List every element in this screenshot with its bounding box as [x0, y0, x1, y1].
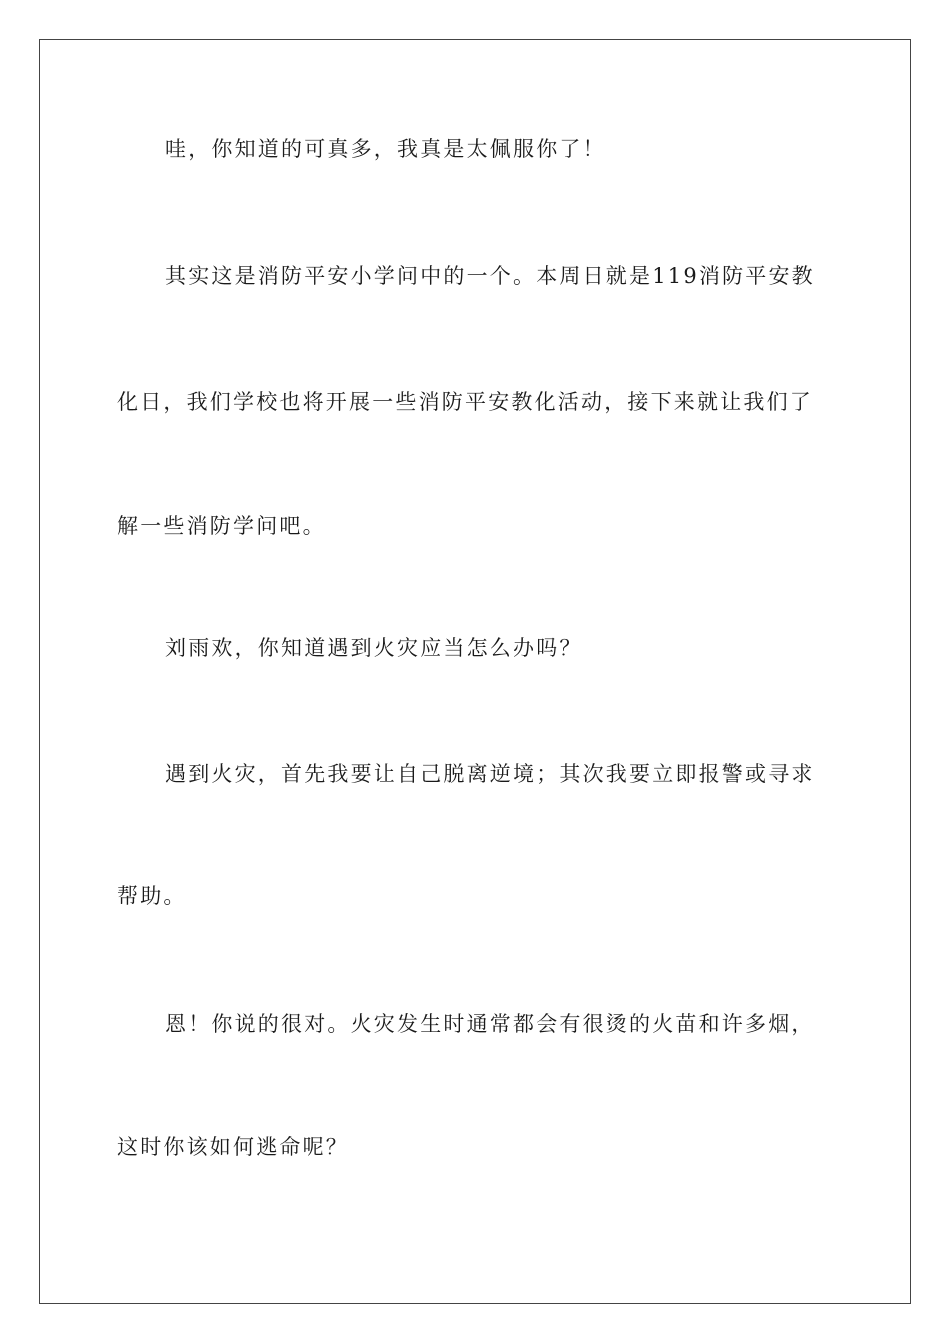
- paragraph-line: 遇到火灾，首先我要让自己脱离逆境；其次我要立即报警或寻求: [165, 762, 815, 786]
- paragraph-line: 帮助。: [117, 884, 187, 908]
- paragraph-line: 恩！你说的很对。火灾发生时通常都会有很烫的火苗和许多烟，: [165, 1012, 815, 1036]
- paragraph-line: 哇，你知道的可真多，我真是太佩服你了！: [165, 137, 606, 161]
- paragraph-line: 这时你该如何逃命呢？: [117, 1135, 349, 1159]
- paragraph-line: 刘雨欢，你知道遇到火灾应当怎么办吗？: [165, 636, 583, 660]
- paragraph-line: 解一些消防学问吧。: [117, 514, 326, 538]
- paragraph-line: 化日，我们学校也将开展一些消防平安教化活动，接下来就让我们了: [117, 390, 813, 414]
- page-border: [39, 39, 911, 1304]
- paragraph-line: 其实这是消防平安小学问中的一个。本周日就是119消防平安教: [165, 264, 815, 288]
